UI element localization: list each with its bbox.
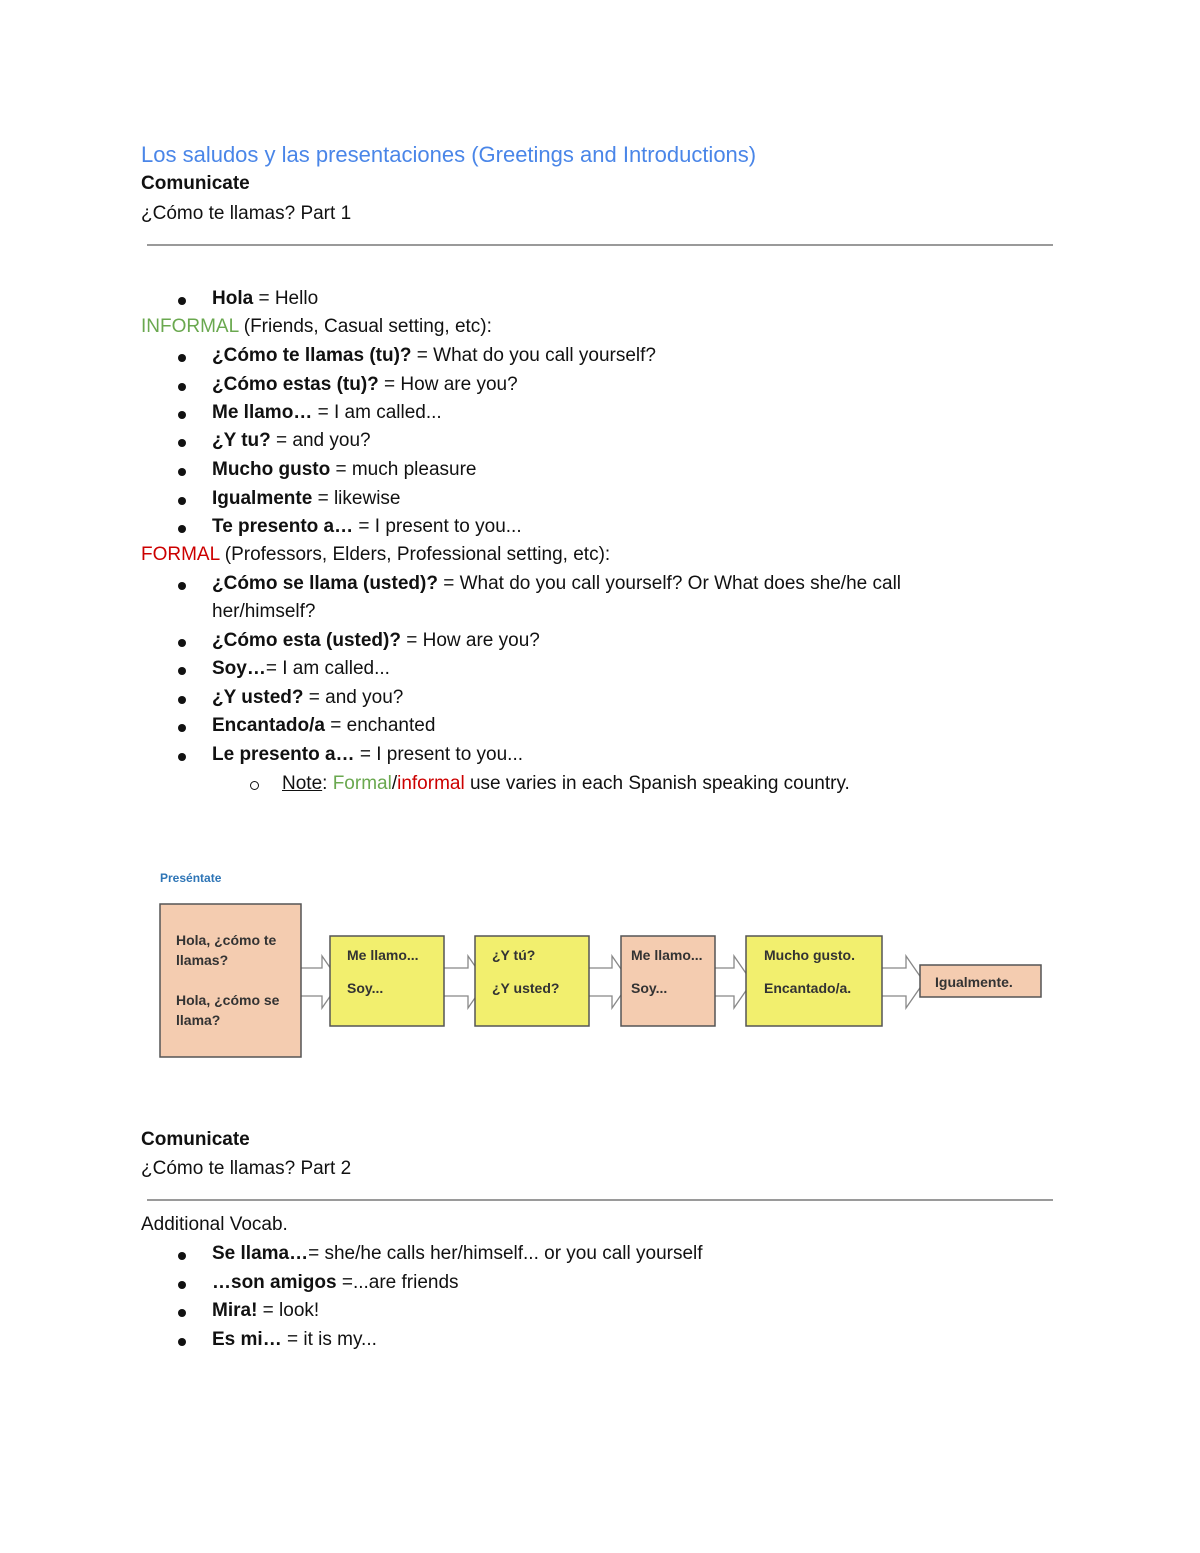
bullet-icon xyxy=(178,1338,186,1346)
bullet-icon xyxy=(178,468,186,476)
bullet-icon xyxy=(178,1281,186,1289)
section2-intro: Additional Vocab. xyxy=(141,1214,288,1235)
bullet-icon xyxy=(178,1252,186,1260)
diagram-box-1-line-5: llama? xyxy=(176,1012,221,1028)
vocab-meaning: = I present to you... xyxy=(354,744,524,765)
bullet-icon xyxy=(178,439,186,447)
vocab-meaning: = I am called... xyxy=(265,658,390,679)
vocab-term: Mira! xyxy=(212,1300,258,1321)
vocab-term: Encantado/a xyxy=(212,715,325,736)
vocab-meaning: = it is my... xyxy=(281,1329,377,1350)
vocab-meaning: = look! xyxy=(257,1300,320,1321)
diagram-box-3-line-2: ¿Y usted? xyxy=(492,980,560,996)
vocab-term: ¿Y tu? xyxy=(212,430,271,451)
vocab-term: Le presento a… xyxy=(212,744,355,765)
formal-heading xyxy=(141,544,610,566)
vocab-term: …son amigos xyxy=(212,1272,337,1293)
diagram-box-5-line-1: Mucho gusto. xyxy=(764,947,855,963)
bullet-icon xyxy=(178,582,186,590)
note-colon: : xyxy=(322,773,333,794)
presentate-diagram xyxy=(150,860,1050,1065)
vocab-meaning: = and you? xyxy=(303,687,404,708)
vocab-term: Me llamo… xyxy=(212,402,313,423)
note-formal-word: Formal xyxy=(332,773,392,794)
bullet-icon xyxy=(178,696,186,704)
vocab-term: Mucho gusto xyxy=(212,459,331,480)
hollow-bullet-icon xyxy=(250,781,259,790)
diagram-box-6-line-1: Igualmente. xyxy=(935,974,1013,990)
vocab-meaning: = I present to you... xyxy=(353,516,522,537)
note-rest: use varies in each Spanish speaking country. xyxy=(464,773,850,794)
bullet-icon xyxy=(178,383,186,391)
note-label: Note xyxy=(282,773,323,794)
vocab-meaning: = and you? xyxy=(270,430,371,451)
bullet-icon xyxy=(178,667,186,675)
vocab-meaning: = she/he calls her/himself... or you call yourself xyxy=(308,1243,703,1264)
diagram-box-1-line-1: Hola, ¿cómo te xyxy=(176,932,277,948)
vocab-term: Es mi… xyxy=(212,1329,282,1350)
vocab-meaning: = likewise xyxy=(312,488,401,509)
vocab-term: ¿Cómo esta (usted)? xyxy=(212,630,401,651)
diagram-box-2-line-1: Me llamo... xyxy=(347,947,419,963)
vocab-term: ¿Y usted? xyxy=(212,687,304,708)
vocab-term: ¿Cómo estas (tu)? xyxy=(212,374,379,395)
section2-heading: Comunicate xyxy=(141,1129,250,1150)
bullet-icon xyxy=(178,1309,186,1317)
vocab-term: ¿Cómo se llama (usted)? xyxy=(212,573,438,594)
diagram-box-2-line-2: Soy... xyxy=(347,980,384,996)
section1-heading: Comunicate xyxy=(141,173,250,194)
vocab-meaning: = I am called... xyxy=(312,402,442,423)
diagram-box-1-line-4: Hola, ¿cómo se xyxy=(176,992,280,1008)
informal-heading xyxy=(141,316,492,338)
formal-label: FORMAL xyxy=(141,544,220,565)
note-informal-word: informal xyxy=(397,773,465,794)
vocab-meaning: = How are you? xyxy=(400,630,540,651)
diagram-title: Preséntate xyxy=(160,871,222,885)
vocab-term: Se llama… xyxy=(212,1243,309,1264)
informal-desc: (Friends, Casual setting, etc): xyxy=(238,316,492,337)
vocab-meaning: = Hello xyxy=(253,288,319,309)
vocab-term: ¿Cómo te llamas (tu)? xyxy=(212,345,412,366)
vocab-meaning: =...are friends xyxy=(336,1272,459,1293)
diagram-box-1-line-2: llamas? xyxy=(176,952,229,968)
note-slash: / xyxy=(391,773,398,794)
vocab-meaning: = enchanted xyxy=(324,715,436,736)
diagram-box-4-line-1: Me llamo... xyxy=(631,947,703,963)
vocab-meaning: = much pleasure xyxy=(330,459,477,480)
bullet-icon xyxy=(178,525,186,533)
page-title: Los saludos y las presentaciones (Greetings and Introductions) xyxy=(141,142,757,167)
informal-label: INFORMAL xyxy=(141,316,239,337)
section1-divider xyxy=(147,244,1053,246)
bullet-icon xyxy=(178,639,186,647)
bullet-icon xyxy=(178,297,186,305)
vocab-meaning: = How are you? xyxy=(378,374,518,395)
bullet-icon xyxy=(178,354,186,362)
bullet-icon xyxy=(178,753,186,761)
diagram-box-3-line-1: ¿Y tú? xyxy=(492,947,536,963)
vocab-term: Hola xyxy=(212,288,254,309)
section2-subtitle: ¿Cómo te llamas? Part 2 xyxy=(141,1158,352,1179)
diagram-box-4-line-2: Soy... xyxy=(631,980,668,996)
formal-desc: (Professors, Elders, Professional setting, etc): xyxy=(219,544,611,565)
section2-divider xyxy=(147,1199,1053,1201)
bullet-icon xyxy=(178,724,186,732)
vocab-meaning-continuation: her/himself? xyxy=(212,601,316,622)
vocab-term: Igualmente xyxy=(212,488,313,509)
vocab-meaning: = What do you call yourself? xyxy=(411,345,657,366)
diagram-box-1 xyxy=(160,904,301,1057)
vocab-term: Soy… xyxy=(212,658,266,679)
vocab-meaning: = What do you call yourself? Or What does she/he call xyxy=(437,573,902,594)
bullet-icon xyxy=(178,411,186,419)
diagram-box-5-line-2: Encantado/a. xyxy=(764,980,852,996)
vocab-term: Te presento a… xyxy=(212,516,354,537)
bullet-icon xyxy=(178,497,186,505)
section1-subtitle: ¿Cómo te llamas? Part 1 xyxy=(141,203,352,224)
